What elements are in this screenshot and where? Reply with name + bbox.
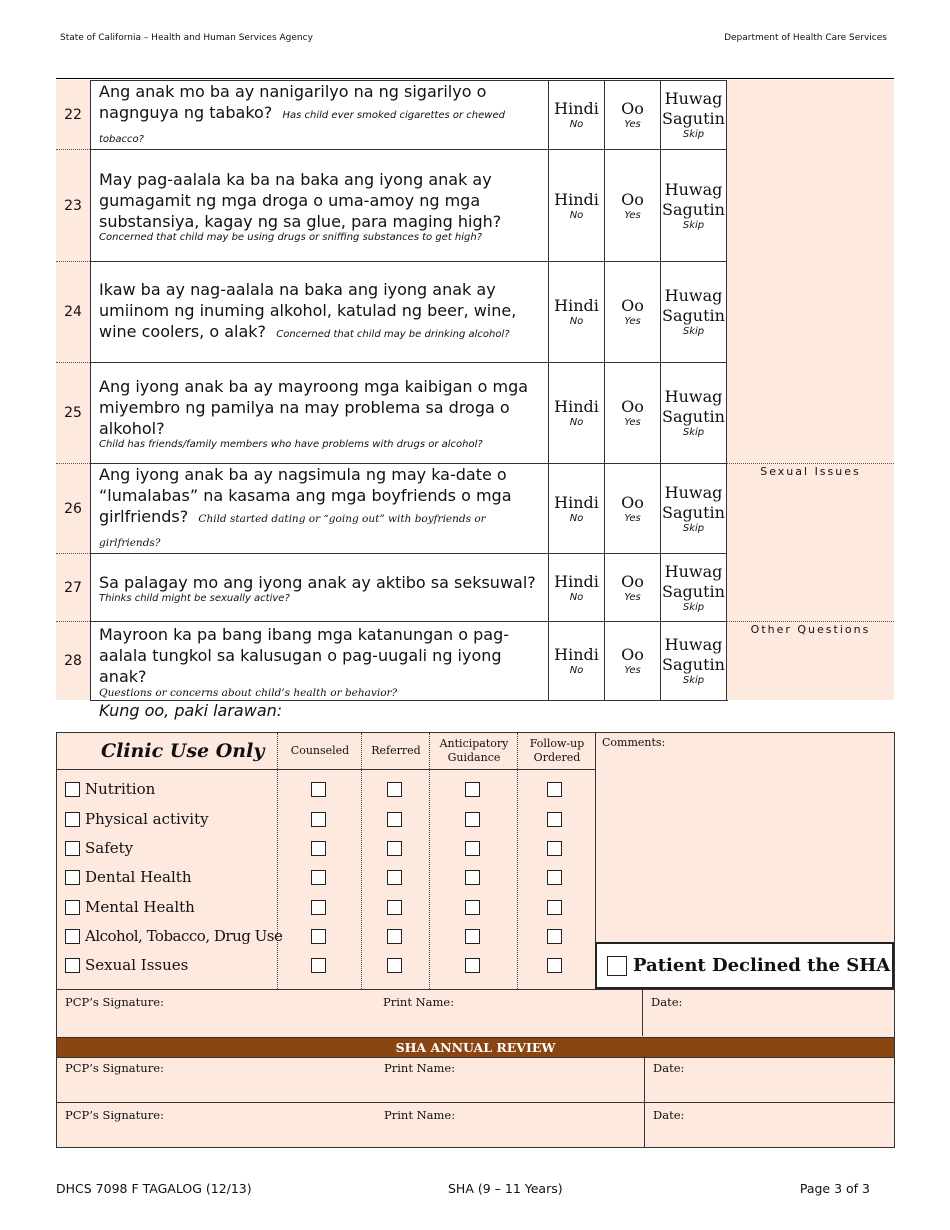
declined-checkbox[interactable] xyxy=(607,956,627,976)
clinic-row-nutrition[interactable] xyxy=(65,780,155,798)
answer-skip-tagalog-1: Huwag xyxy=(664,286,723,305)
answer-no[interactable] xyxy=(549,261,605,362)
column-follow-up-ordered: Follow-up Ordered xyxy=(517,733,596,769)
answer-skip-tagalog-2: Sagutin xyxy=(662,502,725,522)
answer-yes[interactable] xyxy=(605,261,661,362)
checkbox-6-3[interactable] xyxy=(547,958,562,973)
answer-skip-english: Skip xyxy=(682,675,705,686)
answer-yes-tagalog: Oo xyxy=(621,571,644,591)
checkbox[interactable] xyxy=(65,929,80,944)
declined-label: Patient Declined the SHA xyxy=(633,955,891,976)
question-tagalog: Ikaw ba ay nag-aalala na baka ang iyong anak ay umiinom ng inuming alkohol, katulad ng beer, wine, wine coolers, o alak? xyxy=(99,280,517,341)
checkbox-6-0[interactable] xyxy=(311,958,326,973)
question-row-25 xyxy=(56,362,894,463)
pcp-signature-label: PCP’s Signature: xyxy=(65,1061,164,1075)
answer-yes[interactable] xyxy=(605,553,661,621)
answer-yes-english: Yes xyxy=(624,417,641,428)
clinic-use-section xyxy=(56,732,895,1148)
answer-no-english: No xyxy=(569,209,584,221)
side-panel xyxy=(727,80,894,149)
comments-box[interactable] xyxy=(595,733,894,942)
answer-skip[interactable] xyxy=(661,362,727,463)
answer-skip-tagalog-1: Huwag xyxy=(664,387,723,406)
answer-no[interactable] xyxy=(549,149,605,261)
answer-skip[interactable] xyxy=(661,80,727,149)
checkbox[interactable] xyxy=(65,900,80,915)
checkbox-4-2[interactable] xyxy=(465,900,480,915)
row-label: Mental Health xyxy=(85,898,195,916)
signature-divider xyxy=(644,1103,645,1148)
question-english: Concerned that child may be drinking alcohol? xyxy=(276,329,510,340)
answer-no-english: No xyxy=(569,665,584,676)
section-label-sexual-issues: Sexual Issues xyxy=(760,465,861,478)
column-divider xyxy=(517,769,518,989)
row-label: Alcohol, Tobacco, Drug Use xyxy=(85,927,283,945)
side-panel-sexual-issues xyxy=(727,463,894,553)
answer-yes-english: Yes xyxy=(624,316,641,327)
column-divider xyxy=(429,769,430,989)
checkbox-3-3[interactable] xyxy=(547,870,562,885)
answer-no[interactable] xyxy=(549,80,605,149)
answer-no-english: No xyxy=(569,591,584,603)
answer-no[interactable] xyxy=(549,621,605,700)
question-number: 25 xyxy=(56,362,90,463)
answer-no-english: No xyxy=(569,417,584,428)
answer-no-english: No xyxy=(569,316,584,327)
answer-no-tagalog: Hindi xyxy=(554,492,599,512)
checkbox-3-0[interactable] xyxy=(311,870,326,885)
signature-divider xyxy=(644,1056,645,1102)
question-text xyxy=(90,463,549,553)
row-label: Safety xyxy=(85,839,134,857)
checkbox-5-1[interactable] xyxy=(387,929,402,944)
question-tagalog: May pag-aalala ka ba na baka ang iyong anak ay gumagamit ng mga droga o uma-amoy ng mga substansiya, kagay ng sa glue, para maging high? xyxy=(99,169,502,231)
question-row-22 xyxy=(56,80,894,149)
checkbox-5-3[interactable] xyxy=(547,929,562,944)
row-label: Nutrition xyxy=(85,780,156,798)
row-label: Physical activity xyxy=(85,810,209,828)
column-divider xyxy=(361,769,362,989)
pcp-signature-label: PCP’s Signature: xyxy=(65,995,164,1009)
answer-no-tagalog: Hindi xyxy=(554,645,599,664)
question-row-28 xyxy=(56,621,894,700)
answer-yes-english: Yes xyxy=(624,512,641,524)
answer-skip[interactable] xyxy=(661,261,727,362)
answer-no-english: No xyxy=(569,119,584,130)
answer-skip-tagalog-2: Sagutin xyxy=(662,655,725,674)
clinic-row-dental-health[interactable] xyxy=(65,868,192,886)
question-tagalog: Ang anak mo ba ay nanigarilyo na ng sigarilyo o nagnguya ng tabako? xyxy=(99,81,487,122)
column-divider xyxy=(277,769,278,989)
header-department: Department of Health Care Services xyxy=(724,33,887,43)
answer-skip-tagalog-2: Sagutin xyxy=(662,407,725,426)
answer-no[interactable] xyxy=(549,553,605,621)
clinic-row-safety[interactable] xyxy=(65,839,133,857)
question-english: Concerned that child may be using drugs or sniffing substances to get high? xyxy=(99,231,483,243)
answer-skip-tagalog-2: Sagutin xyxy=(662,306,725,325)
answer-yes-english: Yes xyxy=(624,591,641,603)
clinic-title: Clinic Use Only xyxy=(101,740,265,762)
pcp-signature-label: PCP’s Signature: xyxy=(65,1108,164,1122)
checkbox-2-0[interactable] xyxy=(311,841,326,856)
review-signature-row-1 xyxy=(57,1056,894,1102)
answer-yes-english: Yes xyxy=(624,119,641,130)
checkbox[interactable] xyxy=(65,958,80,973)
row-label: Dental Health xyxy=(85,868,192,886)
question-english: Thinks child might be sexually active? xyxy=(99,592,290,604)
answer-yes-tagalog: Oo xyxy=(621,397,644,416)
question-text xyxy=(90,149,549,261)
question-row-26 xyxy=(56,463,894,553)
checkbox[interactable] xyxy=(65,841,80,856)
answer-no[interactable] xyxy=(549,463,605,553)
answer-no-tagalog: Hindi xyxy=(554,397,599,416)
clinic-row-physical-activity[interactable] xyxy=(65,810,209,828)
answer-no-tagalog: Hindi xyxy=(554,296,599,315)
question-text xyxy=(90,553,549,621)
checkbox-6-2[interactable] xyxy=(465,958,480,973)
checkbox-3-2[interactable] xyxy=(465,870,480,885)
question-text xyxy=(90,80,549,149)
answer-yes[interactable] xyxy=(605,362,661,463)
clinic-row-mental-health[interactable] xyxy=(65,898,195,916)
checkbox-1-1[interactable] xyxy=(387,812,402,827)
footer-form-id: DHCS 7098 F TAGALOG (12/13) xyxy=(56,1181,252,1196)
answer-skip[interactable] xyxy=(661,463,727,553)
header-rule xyxy=(57,769,595,770)
answer-skip-english: Skip xyxy=(682,219,705,231)
question-number: 28 xyxy=(56,621,90,700)
checkbox-1-2[interactable] xyxy=(465,812,480,827)
question-row-23 xyxy=(56,149,894,261)
answer-yes[interactable] xyxy=(605,463,661,553)
answer-yes-english: Yes xyxy=(624,665,641,676)
answer-skip-tagalog-2: Sagutin xyxy=(662,109,725,128)
checkbox-1-0[interactable] xyxy=(311,812,326,827)
checkbox-6-1[interactable] xyxy=(387,958,402,973)
section-label-other-questions: Other Questions xyxy=(750,623,871,636)
question-number: 27 xyxy=(56,553,90,621)
checkbox-0-3[interactable] xyxy=(547,782,562,797)
question-row-24 xyxy=(56,261,894,362)
answer-yes-tagalog: Oo xyxy=(621,99,644,118)
question-english: Has child ever smoked cigarettes or chewed tobacco? xyxy=(99,109,505,145)
answer-skip-tagalog-1: Huwag xyxy=(664,179,723,199)
question-english: Child has friends/family members who have problems with drugs or alcohol? xyxy=(99,439,483,450)
date-label: Date: xyxy=(651,995,683,1009)
checkbox[interactable] xyxy=(65,870,80,885)
footer-form-title: SHA (9 – 11 Years) xyxy=(448,1181,563,1196)
date-label: Date: xyxy=(653,1108,685,1122)
answer-skip-tagalog-1: Huwag xyxy=(664,561,723,581)
checkbox[interactable] xyxy=(65,782,80,797)
question-english: Child started dating or “going out” with boyfriends or girlfriends? xyxy=(99,512,486,549)
header-agency: State of California – Health and Human Services Agency xyxy=(60,33,313,43)
answer-yes[interactable] xyxy=(605,149,661,261)
side-panel-other-questions xyxy=(727,621,894,700)
top-rule xyxy=(56,78,894,79)
footer-page-number: Page 3 of 3 xyxy=(799,1181,870,1196)
answer-no-tagalog: Hindi xyxy=(554,189,599,209)
question-number: 26 xyxy=(56,463,90,553)
question-number: 22 xyxy=(56,80,90,149)
answer-yes[interactable] xyxy=(605,621,661,700)
answer-skip-english: Skip xyxy=(682,601,705,613)
question-tagalog: Sa palagay mo ang iyong anak ay aktibo sa seksuwal? xyxy=(99,572,536,592)
answer-no[interactable] xyxy=(549,362,605,463)
answer-skip-tagalog-1: Huwag xyxy=(664,482,723,502)
checkbox-0-2[interactable] xyxy=(465,782,480,797)
checkbox-5-2[interactable] xyxy=(465,929,480,944)
column-referred: Referred xyxy=(361,733,430,769)
review-signature-row-2 xyxy=(57,1102,894,1148)
clinic-row-alcohol-tobacco-drug[interactable] xyxy=(65,927,282,945)
question-text xyxy=(90,621,549,700)
question-english: Questions or concerns about child’s health or behavior? xyxy=(99,686,398,699)
date-label: Date: xyxy=(653,1061,685,1075)
comments-label: Comments: xyxy=(602,736,666,749)
answer-yes-english: Yes xyxy=(624,209,641,221)
checkbox-4-3[interactable] xyxy=(547,900,562,915)
signature-divider xyxy=(642,990,643,1036)
checkbox-0-0[interactable] xyxy=(311,782,326,797)
checkbox-2-2[interactable] xyxy=(465,841,480,856)
question-number: 24 xyxy=(56,261,90,362)
row-label: Sexual Issues xyxy=(85,956,189,974)
print-name-label: Print Name: xyxy=(384,1108,456,1122)
column-anticipatory-guidance: Anticipatory Guidance xyxy=(429,733,518,769)
answer-skip-english: Skip xyxy=(682,129,705,140)
checkbox-4-1[interactable] xyxy=(387,900,402,915)
question-tagalog: Mayroon ka pa bang ibang mga katanungan o pag-aalala tungkol sa kalusugan o pag-uugali ng iyong anak? xyxy=(99,624,510,686)
checkbox-5-0[interactable] xyxy=(311,929,326,944)
checkbox-2-1[interactable] xyxy=(387,841,402,856)
question-row-27 xyxy=(56,553,894,621)
describe-prompt: Kung oo, paki larawan: xyxy=(99,701,283,720)
side-panel xyxy=(727,149,894,261)
answer-skip[interactable] xyxy=(661,149,727,261)
answer-skip[interactable] xyxy=(661,553,727,621)
side-panel xyxy=(727,553,894,621)
question-tagalog: Ang iyong anak ba ay mayroong mga kaibigan o mga miyembro ng pamilya na may problema sa droga o alkohol? xyxy=(99,377,529,438)
checkbox[interactable] xyxy=(65,812,80,827)
answer-skip[interactable] xyxy=(661,621,727,700)
patient-declined[interactable] xyxy=(595,942,894,989)
question-tagalog: Ang iyong anak ba ay nagsimula ng may ka-date o “lumalabas” na kasama ang mga boyfriends o mga girlfriends? xyxy=(99,464,512,526)
answer-skip-tagalog-1: Huwag xyxy=(664,635,723,654)
answer-yes[interactable] xyxy=(605,80,661,149)
clinic-row-sexual-issues[interactable] xyxy=(65,956,188,974)
answer-skip-tagalog-1: Huwag xyxy=(664,89,723,108)
checkbox-4-0[interactable] xyxy=(311,900,326,915)
checkbox-0-1[interactable] xyxy=(387,782,402,797)
checkbox-1-3[interactable] xyxy=(547,812,562,827)
question-text xyxy=(90,261,549,362)
answer-yes-tagalog: Oo xyxy=(621,645,644,664)
answer-skip-english: Skip xyxy=(682,326,705,337)
answer-yes-tagalog: Oo xyxy=(621,296,644,315)
answer-no-english: No xyxy=(569,512,584,524)
answer-yes-tagalog: Oo xyxy=(621,189,644,209)
answer-no-tagalog: Hindi xyxy=(554,99,599,118)
question-number: 23 xyxy=(56,149,90,261)
checkbox-3-1[interactable] xyxy=(387,870,402,885)
question-text xyxy=(90,362,549,463)
column-counseled: Counseled xyxy=(277,733,362,769)
answer-skip-english: Skip xyxy=(682,522,705,534)
side-panel xyxy=(727,362,894,463)
answer-skip-english: Skip xyxy=(682,427,705,438)
side-panel xyxy=(727,261,894,362)
answer-no-tagalog: Hindi xyxy=(554,571,599,591)
answer-skip-tagalog-2: Sagutin xyxy=(662,199,725,219)
print-name-label: Print Name: xyxy=(383,995,455,1009)
print-name-label: Print Name: xyxy=(384,1061,456,1075)
signature-row xyxy=(57,989,894,1036)
checkbox-2-3[interactable] xyxy=(547,841,562,856)
answer-yes-tagalog: Oo xyxy=(621,492,644,512)
answer-skip-tagalog-2: Sagutin xyxy=(662,581,725,601)
annual-review-banner: SHA ANNUAL REVIEW xyxy=(57,1037,894,1058)
